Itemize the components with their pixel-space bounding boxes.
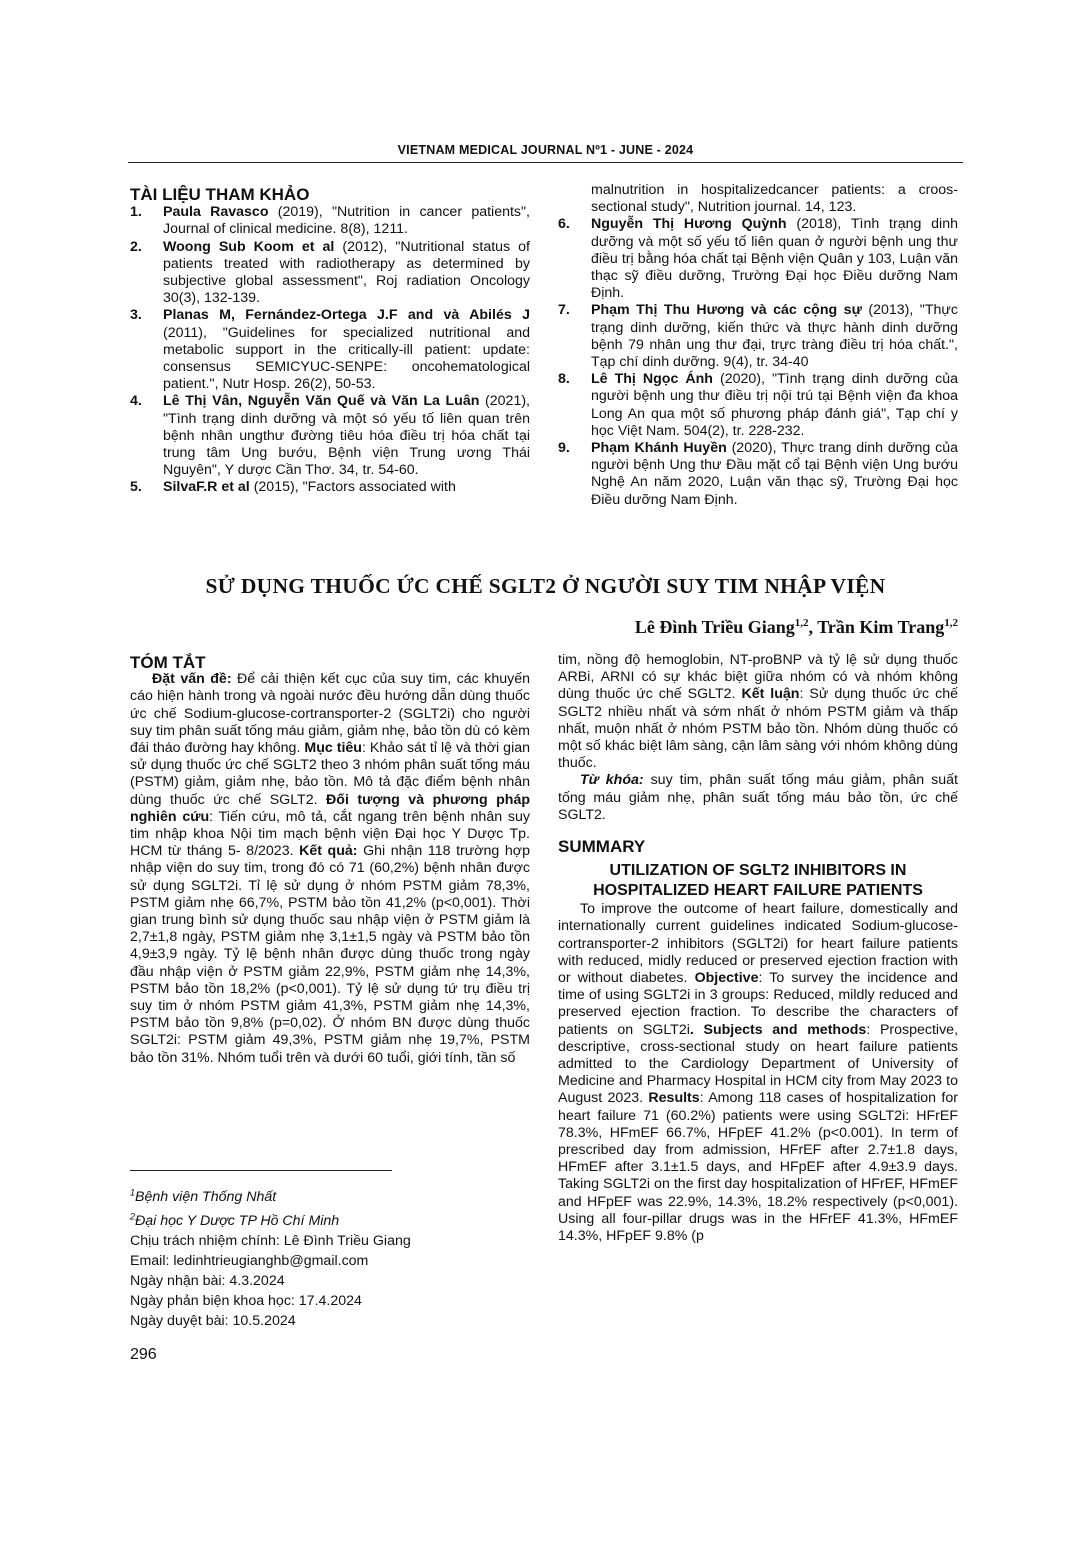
affiliation-text: Đại học Y Dược TP Hồ Chí Minh: [135, 1213, 340, 1230]
abstract-right-column: [558, 652, 958, 1245]
english-title-line: HOSPITALIZED HEART FAILURE PATIENTS: [593, 882, 923, 900]
keywords: [558, 772, 958, 824]
reference-number: 9.: [558, 440, 570, 457]
reference-item: [130, 204, 530, 238]
reference-text: (2012), "Nutritional status of patients treated with radiotherapy as determined by subjective global assessment", Roj radiation Oncology 30(3), 132-139.: [163, 238, 530, 307]
author-separator: ,: [808, 617, 818, 637]
label-keywords: Từ khóa:: [580, 772, 644, 789]
abstract-vi-heading: TÓM TẮT: [130, 653, 206, 672]
reference-text: (2021), "Tình trạng dinh dưỡng và một só yếu tố liên quan trên bệnh nhân ungthư đường tiêu hóa điều trị hóa chất tại trung tâm Ung bướu, Bệnh viện Trung ương Thái Nguyên", Y dược Cần Thơ. 34, tr. 54-60.: [163, 393, 530, 479]
abstract-text: : To survey the incidence and time of using SGLT2i in 3 groups: Reduced, mildly reduced and preserved ejection fraction. To describe the characters of patients on SGLT2i: [558, 970, 958, 1038]
reference-text: (2020), Thực trang dinh dưỡng của người bệnh Ung thư Đầu mặt cổ tại Bệnh viện Ung bướu Nghệ An năm 2020, Luận văn thạc sỹ, Trường Đại học Điều dưỡng Nam Định.: [591, 440, 958, 508]
reference-number: 3.: [130, 307, 142, 324]
label-background: Đặt vấn đề:: [152, 671, 232, 688]
footnotes: [130, 1182, 530, 1331]
footnote-rule: [130, 1170, 392, 1171]
author-name: Lê Đình Triều Giang: [634, 617, 795, 637]
label-methods: Đối tượng và phương pháp nghiên cứu: [130, 791, 530, 825]
reference-author: Planas M, Fernández-Ortega J.F and và Abilés J: [163, 307, 530, 324]
abstract-text: tim, nồng độ hemoglobin, NT-proBNP và tỷ lệ sử dụng thuốc ARBi, ARNI có sự khác biệt giữa nhóm có và nhóm không dùng thuốc ức chế SGLT2.: [558, 652, 958, 703]
abstract-vi-paragraph: [130, 671, 530, 1067]
abstract-vi-column: [130, 654, 530, 1067]
reference-author: Paula Ravasco: [163, 204, 269, 221]
reference-text: (2020), "Tình trạng dinh dưỡng của người bệnh ung thư điều trị nội trú tại Bệnh viện đa khoa Long An qua một số phương pháp đánh giá", Tạp chí y học Việt Nam. 504(2), tr. 228-232.: [591, 371, 958, 439]
page-number: 296: [130, 1346, 157, 1363]
reference-number: 5.: [130, 479, 142, 496]
email: Email: ledinhtrieugianghb@gmail.com: [130, 1253, 369, 1270]
abstract-en-paragraph: [558, 901, 958, 1245]
reference-author: Nguyễn Thị Hương Quỳnh: [591, 216, 787, 233]
reference-text: (2018), Tình trạng dinh dưỡng và một số yếu tố liên quan ở người bệnh ung thư điều trị bằng hóa chất tại Bệnh viện Quân y 103, Luận văn thạc sỹ điều dưỡng, Trường Đại học Điều dưỡng Nam Định.: [591, 216, 958, 302]
date-accepted: Ngày duyệt bài: 10.5.2024: [130, 1313, 296, 1330]
references-right-column: [558, 182, 958, 509]
summary-heading: SUMMARY: [558, 837, 646, 857]
affiliation-text: Bệnh viện Thống Nhất: [135, 1188, 277, 1205]
label-conclusion: Kết luận: [741, 686, 800, 703]
english-title-line: UTILIZATION OF SGLT2 INHIBITORS IN: [609, 862, 907, 880]
reference-author: Phạm Thị Thu Hương và các cộng sự: [591, 302, 862, 319]
english-title: [558, 861, 958, 901]
keywords-text: suy tim, phân suất tống máu giảm, phân suất tống máu giảm nhẹ, phân suất tống máu bảo tồn, ức chế SGLT2.: [558, 772, 958, 823]
reference-item: [130, 479, 530, 496]
affiliation-sup: 1: [130, 1187, 136, 1197]
reference-item: [558, 302, 958, 371]
reference-text: (2011), "Guidelines for specialized nutritional and metabolic support in the critically-ill patient: update: consensus SEMICYUC-SENPE: oncohematological patient.", Nutr Hosp. 26(2), 50-53.: [163, 324, 530, 393]
label-objective: Mục tiêu: [304, 740, 362, 757]
author-affiliation-sup: 1,2: [794, 617, 809, 629]
label-results: Kết quả:: [299, 843, 358, 860]
reference-item: [558, 371, 958, 440]
reference-author: Lê Thị Vân, Nguyễn Văn Quế và Văn La Luân: [163, 393, 480, 410]
abstract-vi-continuation: [558, 652, 958, 772]
abstract-text: : Sử dụng thuốc ức chế SGLT2 nhiều nhất và sớm nhất ở nhóm PSTM giảm và thấp nhất, muộn nhất ở nhóm PSTM bảo tồn. Nhóm dùng thuốc có một số khác biệt lâm sàng, cận lâm sàng với nhóm không dùng thuốc.: [558, 686, 959, 772]
journal-header: VIETNAM MEDICAL JOURNAL Nº1 - JUNE - 2024: [397, 143, 694, 157]
reference-item: [558, 440, 958, 509]
header-rule: [128, 162, 963, 163]
abstract-text: To improve the outcome of heart failure, domestically and internationally current guidelines indicated Sodium-glucose-cortransporter-2 inhibitors (SGLT2i) for heart failure patients with reduced, midly reduced or preserved ejection fraction with or without diabetes.: [558, 901, 958, 987]
article-authors: [635, 617, 958, 638]
label-results-en: Results: [648, 1090, 700, 1107]
date-received: Ngày nhận bài: 4.3.2024: [130, 1273, 285, 1290]
label-objective-en: Objective: [694, 970, 759, 987]
reference-number: 8.: [558, 371, 570, 388]
reference-item: [130, 393, 530, 479]
reference-number: 2.: [130, 238, 142, 255]
abstract-text: : Tiến cứu, mô tả, cắt ngang trên bệnh nhân suy tim nhập khoa Nội tim mạch bệnh viện Đại học Y Dược Tp. HCM từ tháng 5- 8/2023.: [130, 808, 530, 860]
abstract-text: : Khảo sát tỉ lệ và thời gian sử dụng thuốc ức chế SGLT2 theo 3 nhóm phân suất tống máu (PSTM) giảm, giảm nhẹ, bảo tồn. Mô tả đặc điểm bệnh nhân dùng thuốc ức chế SGLT2.: [130, 740, 531, 808]
reference-author: Woong Sub Koom et al: [163, 238, 335, 255]
reference-author: Phạm Khánh Huyền: [591, 440, 727, 457]
abstract-text: Để cải thiện kết cục của suy tim, các khuyến cáo hiện hành trong và ngoài nước đều hướng dẫn dùng thuốc ức chế Sodium-glucose-cortransporter-2 (SGLT2i) cho người suy tim phân suất tống máu giảm, giảm nhẹ, bảo tồn dù có kèm đái tháo đường hay không.: [130, 671, 530, 757]
reference-number: 1.: [130, 204, 142, 221]
references-left-column: [130, 186, 530, 497]
reference-item: [130, 307, 530, 393]
affiliation-sup: 2: [130, 1211, 136, 1222]
reference-text: (2015), "Factors associated with: [249, 479, 456, 496]
reference-text: (2013), "Thực trạng dinh dưỡng, kiến thức và thực hành dinh dưỡng bệnh 79 nhân ung thư đại, trực tràng điều trị hóa chất.", Tạp chí dinh dưỡng. 9(4), tr. 34-40: [591, 302, 958, 371]
reference-item: [130, 239, 530, 308]
date-reviewed: Ngày phản biện khoa học: 17.4.2024: [130, 1293, 362, 1310]
abstract-text: : Among 118 cases of hospitalization for heart failure 71 (60.2%) patients were using SGLT2i: HFrEF 78.3%, HFmEF 66.7%, HFpEF 41.2% (p<0.001). In term of prescribed day from admission, HFrEF after 2.7±1.8 days, HFmEF after 3.1±1.5 days, and HFpEF after 4.9±3.9 days. Taking SGLT2i on the first day hospitalization of HFrEF, HFmEF and HFpEF was 22.9%, 14.3%, 18.2% respectively (p<0,001). Using all four-pillar drugs was in the HFrEF 41.3%, HFmEF 14.3%, HFpEF 9.8% (p: [558, 1090, 958, 1245]
reference-author: Lê Thị Ngọc Ánh: [591, 371, 713, 388]
reference-number: 4.: [130, 393, 142, 410]
reference-author: SilvaF.R et al: [163, 479, 250, 496]
affiliation-1: [130, 1182, 530, 1207]
corresponding-author: Chịu trách nhiệm chính: Lê Đình Triều Giang: [130, 1233, 411, 1250]
reference-number: 7.: [558, 302, 570, 319]
reference-item: [558, 216, 958, 302]
affiliation-2: [130, 1207, 530, 1232]
author-affiliation-sup: 1,2: [944, 617, 958, 629]
abstract-text: : Prospective, descriptive, cross-sectional study on heart failure patients admitted to the Cardiology Department of University of Medicine and Pharmacy Hospital in HCM city from May 2023 to August 2023.: [558, 1021, 959, 1107]
reference-number: 6.: [558, 216, 570, 233]
author-name: Trần Kim Trang: [817, 617, 945, 637]
label-methods-en: . Subjects and methods: [689, 1021, 867, 1038]
reference-continuation: malnutrition in hospitalizedcancer patients: a croos-sectional study", Nutrition journal. 14, 123.: [591, 182, 958, 216]
reference-text: (2019), "Nutrition in cancer patients", Journal of clinical medicine. 8(8), 1211.: [163, 204, 530, 238]
article-title: SỬ DỤNG THUỐC ỨC CHẾ SGLT2 Ở NGƯỜI SUY TIM NHẬP VIỆN: [205, 574, 886, 598]
abstract-text: Ghi nhận 118 trường hợp nhập viện do suy tim, trong đó có 71 (60,2%) bệnh nhân được sử dụng SGLT2i. Tỉ lệ sử dụng ở nhóm PSTM giảm 78,3%, PSTM giảm nhẹ 66,7%, PSTM bảo tồn 41,2% (p<0,001). Thời gian trung bình sử dụng thuốc sau nhập viện ở PSTM giảm là 2,7±1,8 ngày, PSTM giảm nhẹ 3,1±1,5 ngày và PSTM bảo tồn 4,9±3,9 ngày. Tỷ lệ bệnh nhân được dùng thuốc trong ngày đầu nhập viện ở PSTM giảm 22,9%, PSTM giảm nhẹ 14,3%, PSTM bảo tồn 18,2% (p<0,001). Tỷ lệ sử dụng tứ trụ điều trị suy tim ở nhóm PSTM giảm 41,3%, PSTM giảm nhẹ 14,3%, PSTM bảo tồn 9,8% (p=0,02). Ở nhóm BN được dùng thuốc SGLT2i: PSTM giảm 49,3%, PSTM giảm nhẹ 19,7%, PSTM bảo tồn 31%. Nhóm tuổi trên và dưới 60 tuổi, giới tính, tần số: [130, 843, 530, 1066]
references-heading: TÀI LIỆU THAM KHẢO: [130, 185, 310, 204]
